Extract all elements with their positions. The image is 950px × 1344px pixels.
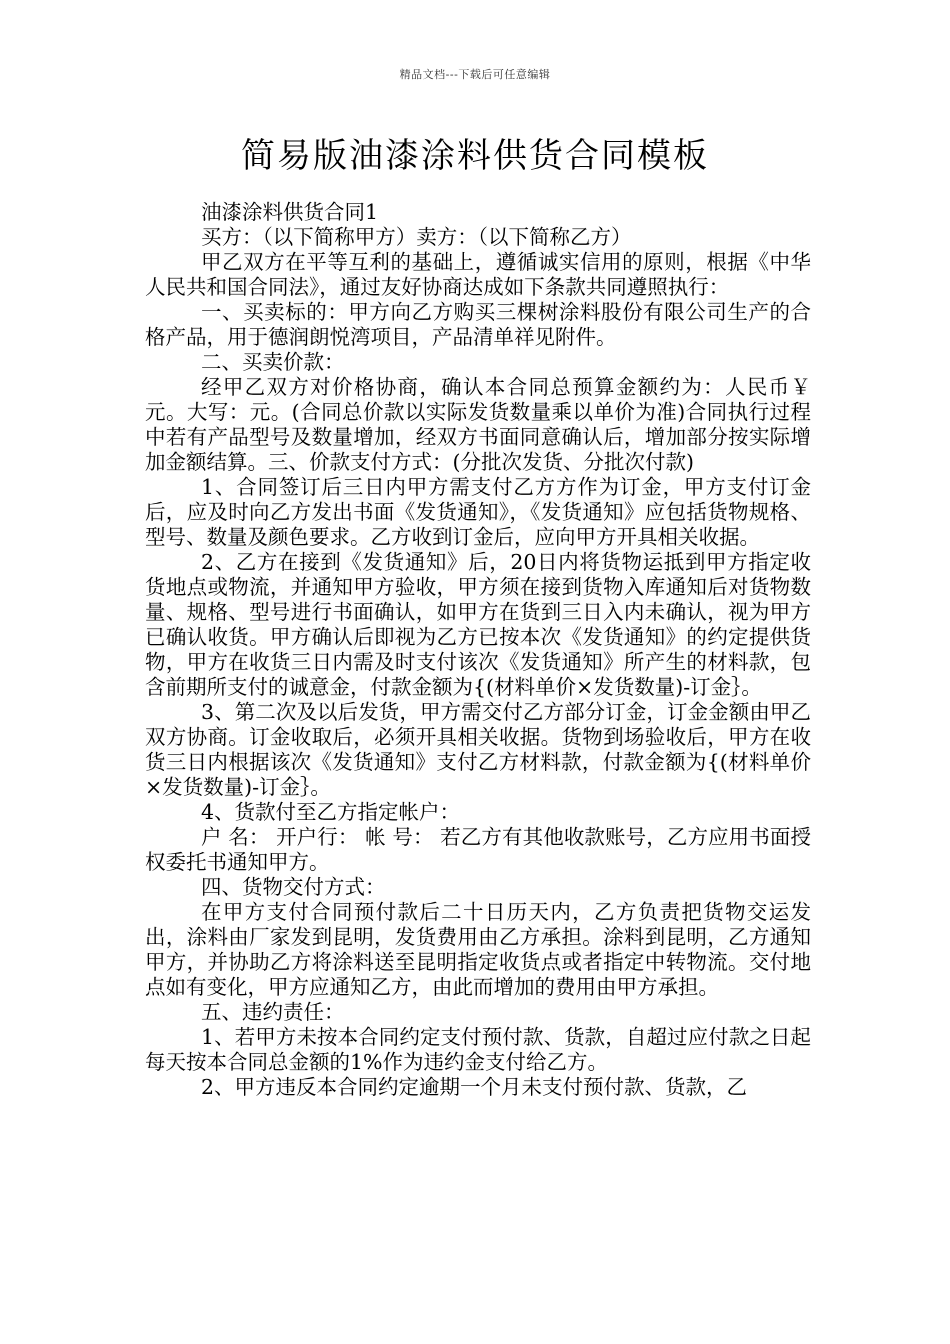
paragraph-parties: 买方：（以下简称甲方）卖方：（以下简称乙方） [201,225,632,249]
document-body [145,200,811,1100]
paragraph-liability-1: 1、若甲方未按本合同约定支付预付款、货款，自超过应付款之日起每天按本合同总金额的1%作为违约金支付给乙方。 [145,1025,811,1074]
paragraph-account-info: 户 名： 开户行： 帐 号： 若乙方有其他收款账号，乙方应用书面授权委托书通知甲方。 [145,825,811,874]
paragraph-preamble: 甲乙双方在平等互利的基础上，遵循诚实信用的原则，根据《中华人民共和国合同法》，通过友好协商达成如下条款共同遵照执行： [145,250,811,299]
paragraph-section-4-heading: 四、货物交付方式： [201,875,386,899]
paragraph-price: 经甲乙双方对价格协商，确认本合同总预算金额约为：人民币￥ 元。大写：元。(合同总价款以实际发货数量乘以单价为准)合同执行过程中若有产品型号及数量增加，经双方书面同意确认后，增加部分按实际增加金额结算。三、价款支付方式：(分批次发货、分批次付款) [145,375,811,474]
paragraph-delivery: 在甲方支付合同预付款后二十日历天内，乙方负责把货物交运发出，涂料由厂家发到昆明，发货费用由乙方承担。涂料到昆明，乙方通知甲方，并协助乙方将涂料送至昆明指定收货点或者指定中转物流。交付地点如有变化，甲方应通知乙方，由此而增加的费用由甲方承担。 [145,900,811,999]
header-note: 精品文档---下载后可任意编辑 [399,68,551,81]
paragraph-section-5-heading: 五、违约责任： [201,1000,345,1024]
document-title: 简易版油漆涂料供货合同模板 [241,136,709,176]
paragraph-liability-2: 2、甲方违反本合同约定逾期一个月未支付预付款、货款，乙 [201,1075,748,1099]
paragraph-payment-3: 3、第二次及以后发货，甲方需交付乙方部分订金，订金金额由甲乙双方协商。订金收取后，必须开具相关收据。货物到场验收后，甲方在收货三日内根据该次《发货通知》支付乙方材料款，付款金额为{(材料单价×发货数量)-订金｝。 [145,700,811,799]
paragraph-payment-1: 1、合同签订后三日内甲方需支付乙方方作为订金，甲方支付订金后，应及时向乙方发出书面《发货通知》，《发货通知》应包括货物规格、型号、数量及颜色要求。乙方收到订金后，应向甲方开具相关收据。 [145,475,811,549]
paragraph-contract-name: 油漆涂料供货合同1 [201,200,379,224]
paragraph-section-2-heading: 二、买卖价款： [201,350,345,374]
paragraph-payment-2: 2、乙方在接到《发货通知》后，20日内将货物运抵到甲方指定收货地点或物流，并通知甲方验收，甲方须在接到货物入库通知后对货物数量、规格、型号进行书面确认，如甲方在货到三日入内未确认，视为甲方已确认收货。甲方确认后即视为乙方已按本次《发货通知》的约定提供货物，甲方在收货三日内需及时支付该次《发货通知》所产生的材料款，包含前期所支付的诚意金，付款金额为{(材料单价×发货数量)-订金｝。 [145,550,811,699]
paragraph-payment-4: 4、货款付至乙方指定帐户： [201,800,461,824]
paragraph-section-1: 一、买卖标的：甲方向乙方购买三棵树涂料股份有限公司生产的合格产品，用于德润朗悦湾项目，产品清单祥见附件。 [145,300,811,349]
